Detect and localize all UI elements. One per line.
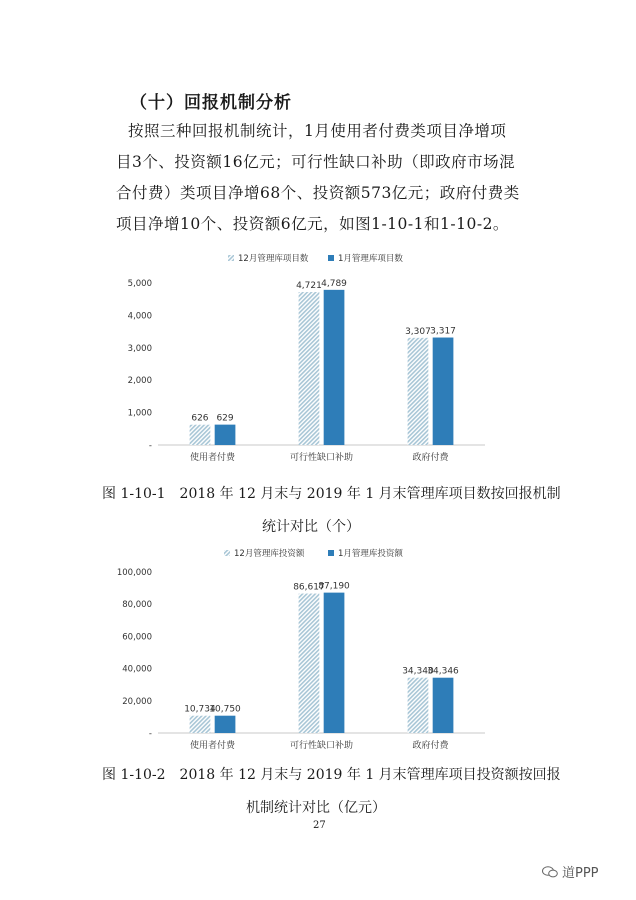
bar — [433, 338, 454, 445]
watermark-text: 道PPP — [562, 866, 599, 881]
figure-1-caption-line2: 统计对比（个） — [262, 519, 360, 535]
bar — [324, 290, 345, 445]
paragraph-line: 按照三种回报机制统计，1月使用者付费类项目净增项 — [128, 122, 507, 140]
x-category-label: 政府付费 — [412, 453, 449, 463]
y-tick-label: - — [148, 441, 152, 451]
bar — [324, 593, 345, 733]
bar — [190, 425, 211, 445]
data-label: 10,750 — [209, 704, 241, 715]
legend-swatch — [228, 255, 234, 261]
investment-amount-chart — [100, 545, 500, 755]
y-tick-label: 60,000 — [122, 632, 152, 643]
bar — [190, 716, 211, 733]
bar — [215, 425, 236, 445]
paragraph-line: 合付费）类项目净增68个、投资额573亿元；政府付费类 — [116, 184, 520, 202]
watermark — [542, 862, 599, 881]
legend-swatch — [328, 255, 334, 261]
y-tick-label: 100,000 — [116, 568, 152, 578]
project-count-chart — [100, 248, 500, 463]
bar — [215, 716, 236, 733]
y-tick-label: 2,000 — [127, 376, 152, 387]
x-category-label: 使用者付费 — [189, 741, 236, 751]
data-label: 10,734 — [184, 704, 216, 715]
wechat-icon — [542, 866, 558, 878]
data-label: 87,190 — [318, 581, 350, 592]
legend-label: 12月管理库项目数 — [238, 254, 309, 264]
legend-label: 12月管理库投资额 — [234, 549, 305, 559]
bar — [299, 594, 320, 733]
data-label: 629 — [216, 413, 234, 424]
x-category-label: 政府付费 — [412, 741, 449, 751]
y-tick-label: 5,000 — [127, 279, 152, 289]
bar — [299, 292, 320, 445]
y-tick-label: 80,000 — [122, 600, 152, 611]
body-paragraph — [116, 116, 541, 240]
figure-2-caption-line1: 图 1-10-2 2018 年 12 月末与 2019 年 1 月末管理库项目投资额按回报 — [102, 767, 561, 783]
y-tick-label: - — [148, 729, 152, 739]
legend-swatch — [224, 550, 230, 556]
y-tick-label: 40,000 — [122, 664, 152, 675]
legend-label: 1月管理库投资额 — [338, 549, 403, 559]
paragraph-line: 项目净增10个、投资额6亿元，如图1-10-1和1-10-2。 — [116, 215, 509, 233]
data-label: 34,346 — [427, 666, 459, 677]
page-number: 27 — [313, 820, 326, 831]
section-heading: （十）回报机制分析 — [130, 93, 292, 113]
y-tick-label: 3,000 — [127, 343, 152, 354]
x-category-label: 可行性缺口补助 — [289, 453, 354, 463]
bar — [408, 338, 429, 445]
legend-label: 1月管理库项目数 — [338, 254, 403, 264]
y-tick-label: 1,000 — [127, 408, 152, 419]
legend-swatch — [328, 550, 334, 556]
y-tick-label: 20,000 — [122, 696, 152, 707]
data-label: 34,340 — [402, 666, 434, 677]
data-label: 3,317 — [430, 326, 456, 337]
figure-1-caption-line1: 图 1-10-1 2018 年 12 月末与 2019 年 1 月末管理库项目数按回报机制 — [102, 486, 561, 502]
data-label: 4,789 — [321, 278, 347, 289]
data-label: 626 — [191, 413, 209, 424]
bar — [408, 678, 429, 733]
data-label: 86,617 — [293, 582, 325, 593]
x-category-label: 可行性缺口补助 — [289, 741, 354, 751]
x-category-label: 使用者付费 — [189, 453, 236, 463]
paragraph-line: 目3个、投资额16亿元；可行性缺口补助（即政府市场混 — [116, 153, 516, 171]
data-label: 4,721 — [296, 281, 322, 292]
y-tick-label: 4,000 — [127, 311, 152, 322]
data-label: 3,307 — [405, 326, 431, 337]
figure-2-caption-line2: 机制统计对比（亿元） — [246, 800, 386, 816]
bar — [433, 678, 454, 733]
